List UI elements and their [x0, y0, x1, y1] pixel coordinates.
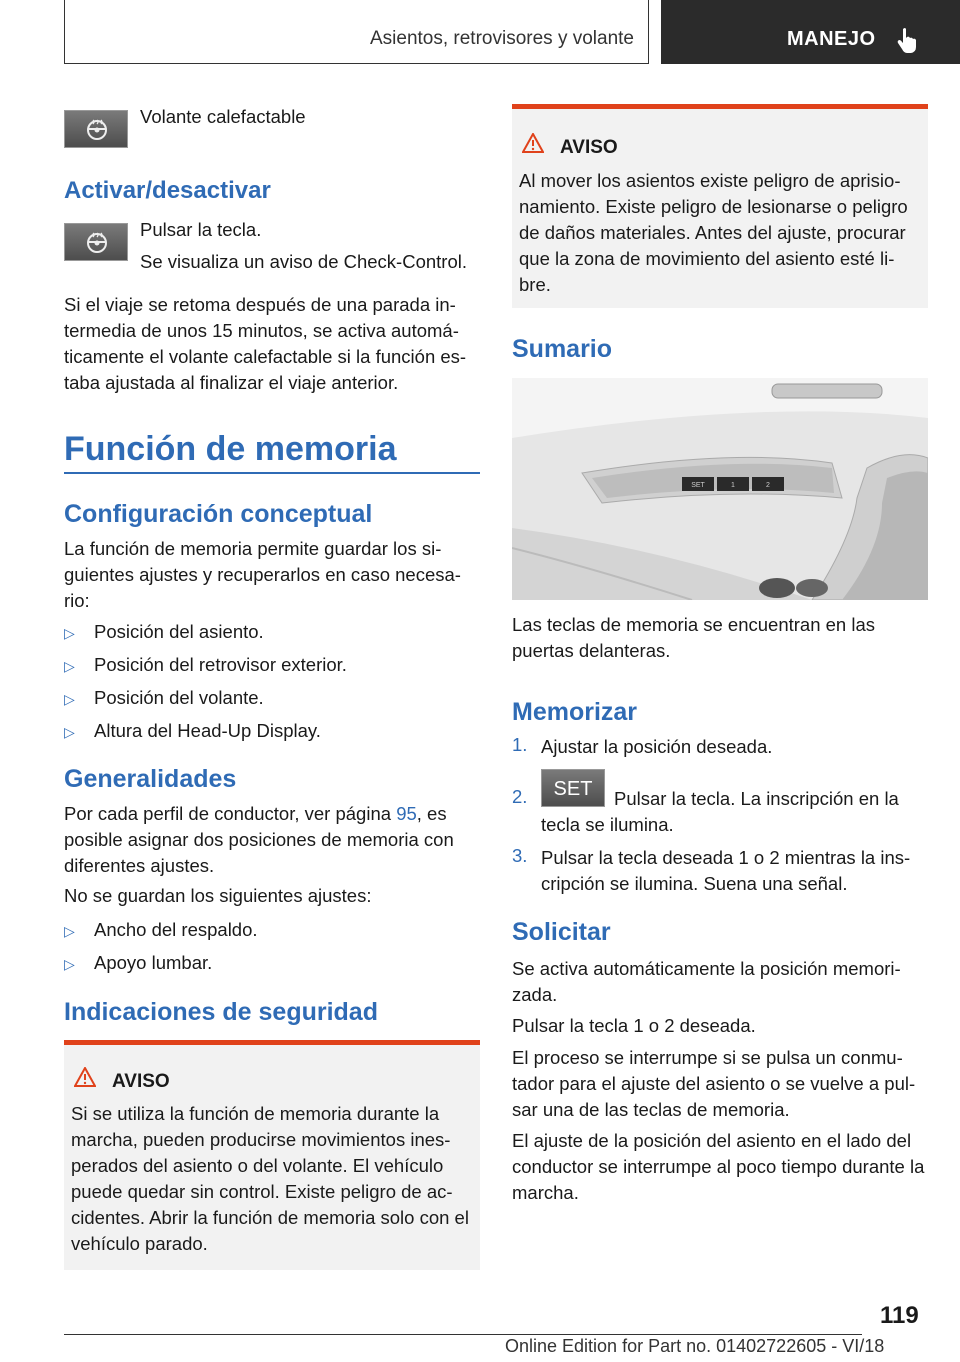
- hand-icon: [897, 27, 919, 53]
- header-section-box: [64, 0, 649, 64]
- not-saved-item: Apoyo lumbar.: [94, 952, 213, 973]
- concept-title: Configuración conceptual: [64, 500, 373, 528]
- concept-item: Posición del volante.: [94, 687, 264, 708]
- image-key2-label: 2: [766, 482, 770, 489]
- warning-text: Si se utiliza la función de memoria durante la marcha, pueden producirse movimientos ines- perados del asiento o del volante. El vehículo puede quedar sin control. Existe peligro de ac- cidentes. Abrir la función de memoria solo con el vehículo parado.: [71, 1103, 469, 1254]
- general-text: , es: [416, 803, 447, 824]
- step-number: 3.: [512, 845, 528, 866]
- general-text: Por cada perfil de conductor, ver página: [64, 803, 392, 824]
- step-text: Ajustar la posición deseada.: [541, 736, 773, 757]
- set-button-icon: SET: [541, 769, 605, 807]
- warning-text: Al mover los asientos existe peligro de aprisio- namiento. Existe peligro de lesionarse o peligro de daños materiales. Antes del ajuste, procurar que la zona de movimiento del asiento esté li- bre.: [519, 170, 908, 295]
- title-rule: [64, 472, 480, 474]
- heated-steering-label: Volante calefactable: [140, 106, 306, 127]
- memory-function-title: Función de memoria: [64, 430, 397, 468]
- step-number: 2.: [512, 786, 528, 807]
- footer-edition: Online Edition for Part no. 01402722605 - VI/18: [505, 1336, 885, 1356]
- bullet-triangle-icon: ▷: [64, 923, 75, 939]
- general-title: Generalidades: [64, 765, 237, 793]
- step-number: 1.: [512, 734, 528, 755]
- header-chapter-box: [661, 0, 960, 64]
- page-reference-link[interactable]: 95: [396, 803, 417, 824]
- summary-title: Sumario: [512, 335, 613, 363]
- warning-triangle-icon: [522, 133, 544, 153]
- image-caption: Las teclas de memoria se encuentran en las puertas delanteras.: [512, 614, 876, 661]
- not-saved-item: Ancho del respaldo.: [94, 919, 258, 940]
- request-paragraph: Se activa automáticamente la posición memori- zada.: [512, 958, 901, 1005]
- safety-title: Indicaciones de seguridad: [64, 998, 378, 1026]
- request-title: Solicitar: [512, 918, 611, 946]
- bullet-triangle-icon: ▷: [64, 956, 75, 972]
- request-paragraph: Pulsar la tecla 1 o 2 deseada.: [512, 1015, 756, 1036]
- warning-title: AVISO: [560, 137, 618, 158]
- not-saved-text: No se guardan los siguientes ajustes:: [64, 885, 372, 906]
- heated-steering-wheel-button-icon: [64, 110, 128, 148]
- store-title: Memorizar: [512, 698, 638, 726]
- request-paragraph: El ajuste de la posición del asiento en el lado del conductor se interrumpe al poco tiempo durante la marcha.: [512, 1130, 925, 1203]
- concept-item: Altura del Head-Up Display.: [94, 720, 321, 741]
- warning-title: AVISO: [112, 1071, 170, 1092]
- image-key1-label: 1: [731, 482, 735, 489]
- request-paragraph: El proceso se interrumpe si se pulsa un conmu- tador para el ajuste del asiento o se vuelve a pul- sar una de las teclas de memoria.: [512, 1047, 916, 1120]
- concept-item: Posición del retrovisor exterior.: [94, 654, 347, 675]
- general-text: posible asignar dos posiciones de memoria con diferentes ajustes.: [64, 829, 454, 876]
- check-control-text: Se visualiza un aviso de Check-Control.: [140, 251, 467, 272]
- concept-paragraph: La función de memoria permite guardar los si- guientes ajustes y recuperarlos en caso necesa- rio:: [64, 538, 461, 611]
- warning-box: [512, 104, 928, 308]
- activate-title: Activar/desactivar: [64, 177, 271, 204]
- warning-box: [64, 1040, 480, 1270]
- page-number: 119: [880, 1302, 919, 1329]
- resume-paragraph: Si el viaje se retoma después de una parada in- termedia de unos 15 minutos, se activa automá- ticamente el volante calefactable si la función es- taba ajustada al finalizar el viaje anterior.: [64, 294, 467, 393]
- bullet-triangle-icon: ▷: [64, 691, 75, 707]
- image-set-label: SET: [691, 482, 705, 489]
- door-memory-buttons-image: [512, 378, 928, 600]
- bullet-triangle-icon: ▷: [64, 625, 75, 641]
- concept-item: Posición del asiento.: [94, 621, 264, 642]
- bullet-triangle-icon: ▷: [64, 658, 75, 674]
- step-text: tecla se ilumina.: [541, 814, 674, 835]
- step-text: Pulsar la tecla. La inscripción en la: [614, 788, 899, 809]
- general-paragraph: [64, 801, 482, 879]
- header-section-title: Asientos, retrovisores y volante: [369, 28, 634, 49]
- bullet-triangle-icon: ▷: [64, 724, 75, 740]
- press-key-text: Pulsar la tecla.: [140, 219, 262, 240]
- warning-triangle-icon: [74, 1067, 96, 1087]
- step-text: Pulsar la tecla deseada 1 o 2 mientras la ins- cripción se ilumina. Suena una señal.: [541, 847, 911, 894]
- header-chapter-title: MANEJO: [787, 28, 876, 50]
- footer-rule: [64, 1334, 862, 1335]
- heated-steering-wheel-button-icon: [64, 223, 128, 261]
